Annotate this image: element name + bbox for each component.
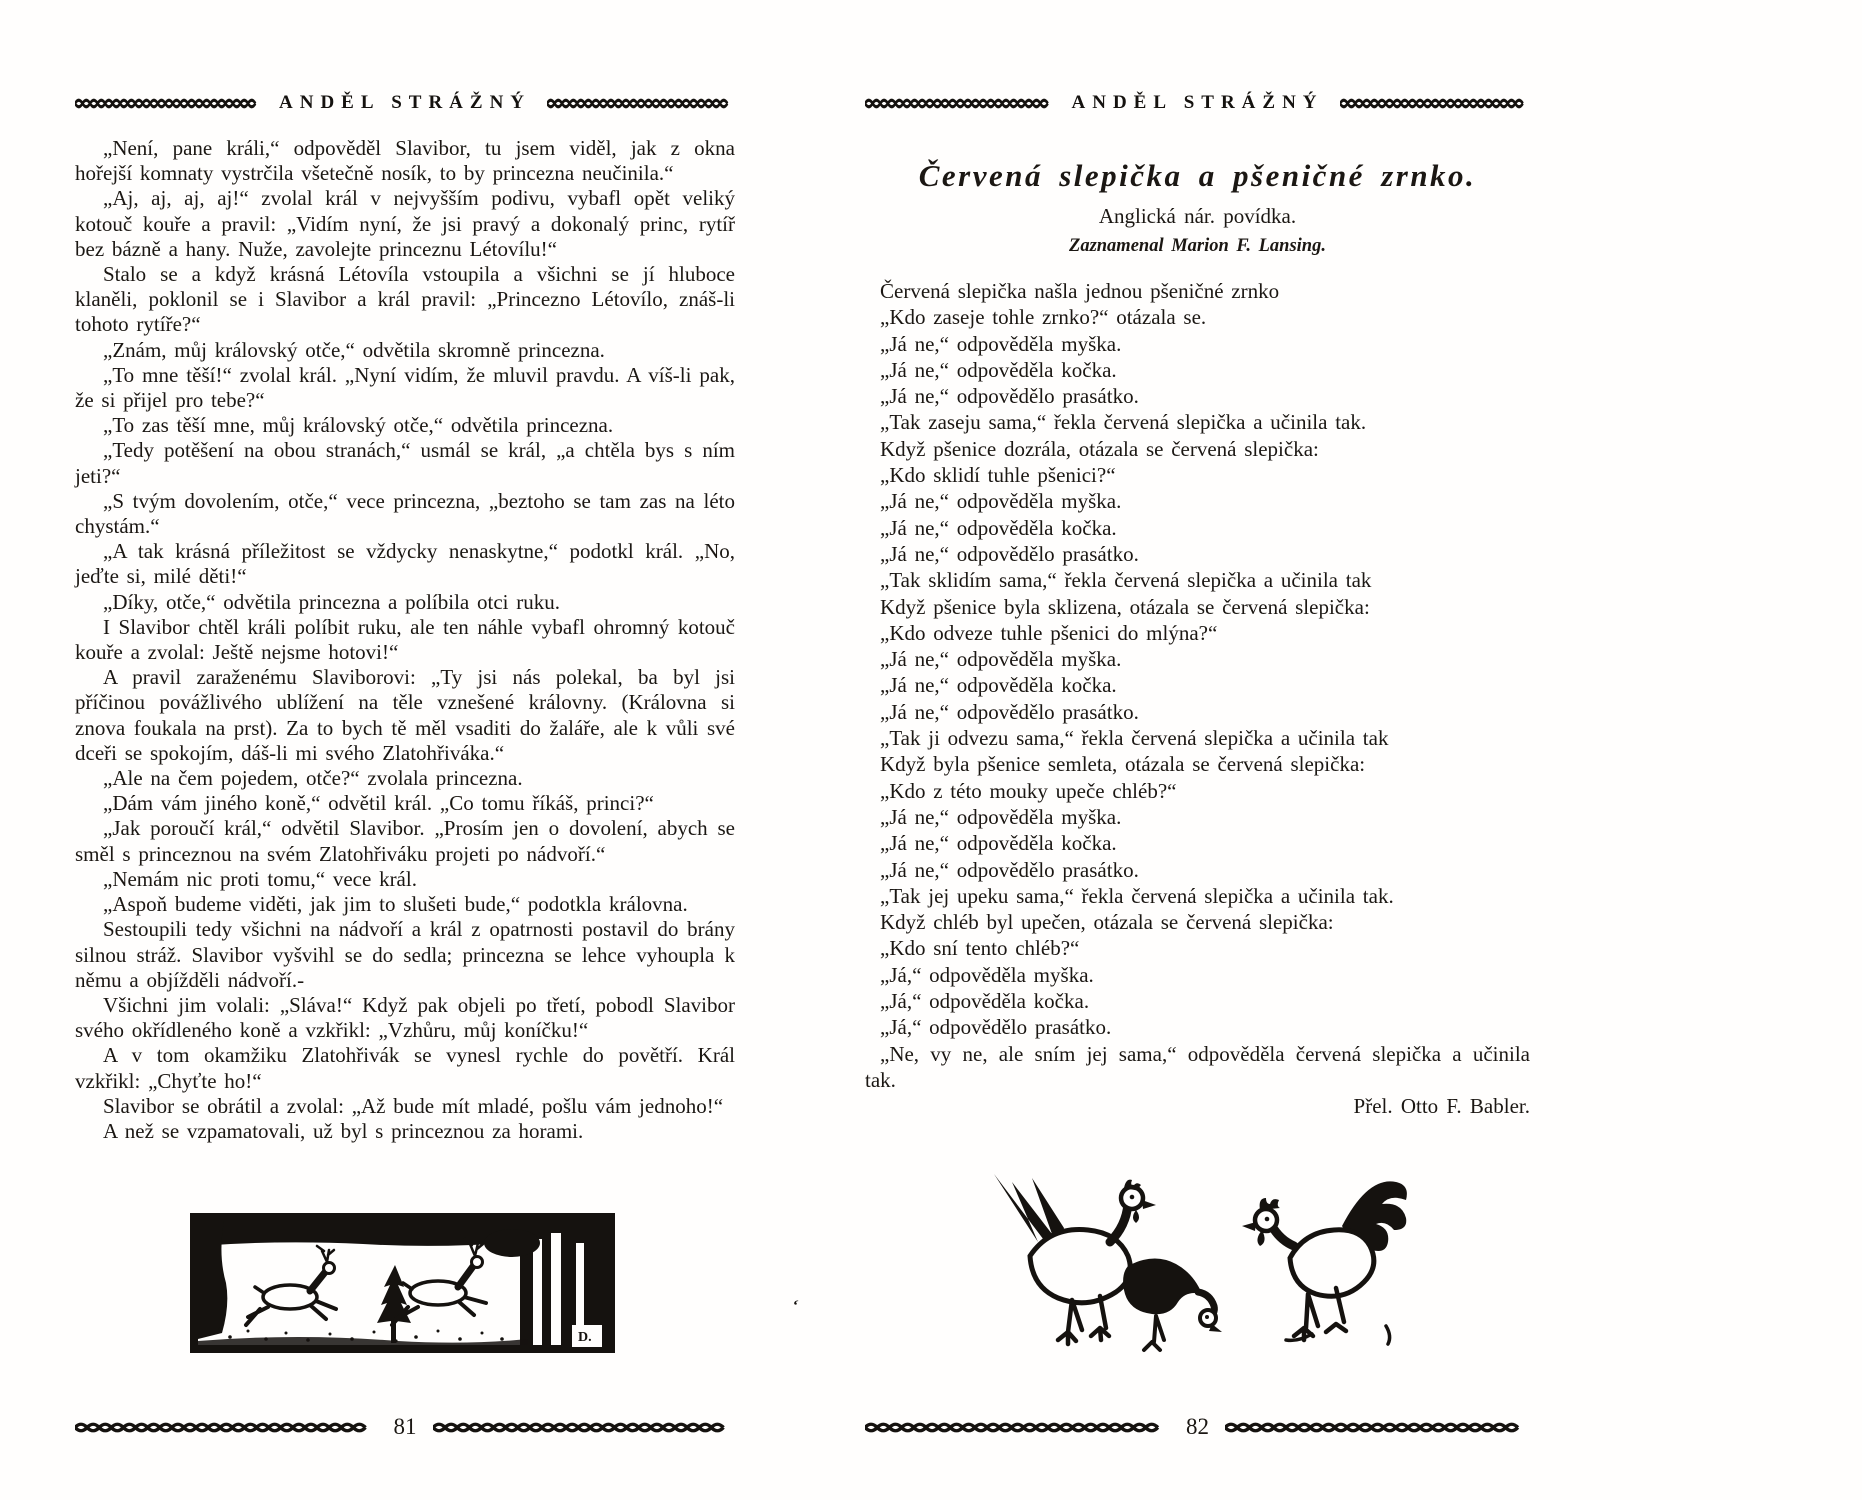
story-text-right xyxy=(865,278,1530,1120)
hen-pecking xyxy=(1123,1258,1222,1350)
paragraph: „Já ne,“ odpovědělo prasátko. xyxy=(880,384,1139,409)
ornamental-rule-icon xyxy=(75,97,263,110)
ornamental-rule-icon xyxy=(547,97,735,110)
paragraph: „Já ne,“ odpověděla myška. xyxy=(880,647,1122,672)
paragraph: „Tak zaseju sama,“ řekla červená slepička a učinila tak. xyxy=(880,410,1367,435)
paragraph: „Já ne,“ odpověděla myška. xyxy=(880,489,1122,514)
translator-credit: Přel. Otto F. Babler. xyxy=(1353,1094,1530,1119)
ornamental-rule-icon xyxy=(1225,1421,1530,1434)
paragraph: Když byla pšenice semleta, otázala se červená slepička: xyxy=(880,752,1366,777)
page-footer-right xyxy=(865,1414,1530,1440)
rooster xyxy=(1242,1181,1407,1344)
paragraph: „To mne těší!“ zvolal král. „Nyní vidím, že mluvil pravdu. A víš-li pak, že si přijel pro tebe?“ xyxy=(75,362,735,413)
illustrator-signature: D. xyxy=(578,1330,592,1345)
paragraph: „Já ne,“ odpovědělo prasátko. xyxy=(880,541,1139,566)
page-header-left xyxy=(75,92,735,114)
paragraph: „Tedy potěšení na obou stranách,“ usmál se král, „a chtěla bys s ním jeti?“ xyxy=(75,438,735,488)
paragraph: „Díky, otče,“ odvětila princezna a políbila otci ruku. xyxy=(103,589,560,614)
paragraph: „Já ne,“ odpověděla myška. xyxy=(880,331,1122,356)
paragraph: „Já ne,“ odpovědělo prasátko. xyxy=(880,699,1139,724)
journal-title: ANDĚL STRÁŽNÝ xyxy=(279,92,532,113)
paragraph: „Nemám nic proti tomu,“ vece král. xyxy=(103,866,417,891)
paragraph: „Ne, vy ne, ale sním jej sama,“ odpověděla červená slepička a učinila tak. xyxy=(865,1041,1530,1092)
hen-rooster-illustration xyxy=(960,1138,1420,1390)
paragraph: „Dám vám jiného koně,“ odvětil král. „Co tomu říkáš, princi?“ xyxy=(103,791,654,816)
paragraph: „Já,“ odpověděla kočka. xyxy=(880,989,1090,1014)
paragraph: „Já,“ odpověděla myška. xyxy=(880,962,1094,987)
paragraph: Sestoupili tedy všichni na nádvoří a král z opatrnosti postavil do brány silnou stráž. Slavibor vyšvihl se do sedla; princezna se lehce vyhoupla k němu a objížděli nádvoří.- xyxy=(75,917,735,992)
paragraph: „Já ne,“ odpověděla kočka. xyxy=(880,673,1117,698)
paragraph: „Kdo sní tento chléb?“ xyxy=(880,936,1080,961)
paragraph: A než se vzpamatovali, už byl s princeznou za horami. xyxy=(103,1118,584,1143)
story-text-left xyxy=(75,136,735,1144)
page-82 xyxy=(865,0,1530,1500)
ornamental-rule-icon xyxy=(865,1421,1170,1434)
paragraph: „Není, pane králi,“ odpověděl Slavibor, tu jsem viděl, jak z okna hořejší komnaty vystrčila všetečně nosík, to by princezna neučinila.“ xyxy=(75,136,735,186)
page-number: 82 xyxy=(1186,1414,1209,1439)
paragraph: Červená slepička našla jednou pšeničné zrnko xyxy=(880,279,1280,303)
story-subtitle: Anglická nár. povídka. xyxy=(1098,204,1297,228)
page-81 xyxy=(75,0,735,1500)
paragraph: Když chléb byl upečen, otázala se červená slepička: xyxy=(880,910,1334,935)
paragraph: Když pšenice dozrála, otázala se červená slepička: xyxy=(880,436,1319,461)
page-footer-left xyxy=(75,1414,735,1440)
paragraph: „To zas těší mne, můj královský otče,“ odvětila princezna. xyxy=(103,413,614,438)
paragraph: Stalo se a když krásná Létovíla vstoupila a všichni se jí hluboce klaněli, poklonil se i Slavibor a král pravil: „Princezno Létovílo, znáš-li tohoto rytíře?“ xyxy=(75,262,735,337)
ornamental-rule-icon xyxy=(433,1421,736,1434)
paragraph: „Kdo sklidí tuhle pšenici?“ xyxy=(880,463,1116,488)
hen-left xyxy=(994,1174,1156,1344)
paragraph: „Aj, aj, aj, aj!“ zvolal král v nejvyšším podivu, vybafl opět veliký kotouč kouře a pravil: „Vidím nyní, že jsi pravý a dokonalý princ, rytíř bez bázně a hany. Nuže, zavolejte princeznu Létovílu!“ xyxy=(75,186,735,261)
paragraph: I Slavibor chtěl králi políbit ruku, ale ten náhle vybafl ohromný kotouč kouře a zvolal: Ještě nejsme hotovi!“ xyxy=(75,614,735,665)
paragraph: „Já ne,“ odpověděla kočka. xyxy=(880,831,1117,856)
deer-illustration xyxy=(190,1212,615,1354)
paragraph: Všichni jim volali: „Sláva!“ Když pak objeli po třetí, pobodl Slavibor svého okřídleného koně a vzkřikl: „Vzhůru, můj koníčku!“ xyxy=(75,992,735,1043)
paragraph: „Znám, můj královský otče,“ odvětila skromně princezna. xyxy=(103,337,605,362)
journal-title: ANDĚL STRÁŽNÝ xyxy=(1071,92,1324,113)
ornamental-rule-icon xyxy=(1340,97,1531,110)
page-number: 81 xyxy=(393,1414,417,1439)
paragraph: „Já,“ odpovědělo prasátko. xyxy=(880,1015,1112,1040)
paragraph: „Tak jej upeku sama,“ řekla červená slepička a učinila tak. xyxy=(880,883,1394,908)
paragraph: „Já ne,“ odpověděla kočka. xyxy=(880,357,1117,382)
paragraph: „Já ne,“ odpovědělo prasátko. xyxy=(880,857,1139,882)
paragraph: A pravil zaraženému Slaviborovi: „Ty jsi nás polekal, ba byl jsi příčinou povážlivého ublížení na těle vznešené královny. (Královna si znova foukala na prst). Za to bych tě měl vsaditi do žaláře, ale k vůli své dceři se spokojím, dáš-li mi svého Zlatohřiváka.“ xyxy=(75,665,735,765)
stray-ink-mark: ʻ xyxy=(789,1296,800,1315)
paragraph: „Ale na čem pojedem, otče?“ zvolala princezna. xyxy=(103,766,523,791)
paragraph: „Jak poroučí král,“ odvětil Slavibor. „Prosím jen o dovolení, abych se směl s princeznou na svém Zlatohřiváku projeti po nádvoří.“ xyxy=(75,816,735,866)
paragraph: „Tak ji odvezu sama,“ řekla červená slepička a učinila tak xyxy=(880,726,1389,751)
page-header-right xyxy=(865,92,1530,114)
paragraph: Když pšenice byla sklizena, otázala se červená slepička: xyxy=(880,594,1370,619)
ornamental-rule-icon xyxy=(865,97,1056,110)
paragraph: „A tak krásná příležitost se vždycky nenaskytne,“ podotkl král. „No, jeďte si, milé děti!“ xyxy=(75,539,735,589)
paragraph: „Aspoň budeme viděti, jak jim to slušeti bude,“ podotkla královna. xyxy=(103,892,688,917)
story-title: Červená slepička a pšeničné zrnko. xyxy=(918,158,1477,193)
paragraph: „Tak sklidím sama,“ řekla červená slepička a učinila tak xyxy=(880,568,1372,593)
paragraph: „Kdo odveze tuhle pšenici do mlýna?“ xyxy=(880,620,1218,645)
paragraph: „S tvým dovolením, otče,“ vece princezna, „beztoho se tam zas na léto chystám.“ xyxy=(75,488,735,539)
paragraph: A v tom okamžiku Zlatohřivák se vynesl rychle do povětří. Král vzkřikl: „Chyťte ho!“ xyxy=(75,1043,735,1093)
paragraph: „Kdo z této mouky upeče chléb?“ xyxy=(880,778,1177,803)
paragraph: „Já ne,“ odpověděla kočka. xyxy=(880,515,1117,540)
ornamental-rule-icon xyxy=(75,1421,378,1434)
paragraph: Slavibor se obrátil a zvolal: „Až bude mít mladé, pošlu vám jednoho!“ xyxy=(103,1093,724,1118)
paragraph: „Já ne,“ odpověděla myška. xyxy=(880,804,1122,829)
paragraph: „Kdo zaseje tohle zrnko?“ otázala se. xyxy=(880,305,1207,330)
story-byline: Zaznamenal Marion F. Lansing. xyxy=(1069,236,1326,256)
